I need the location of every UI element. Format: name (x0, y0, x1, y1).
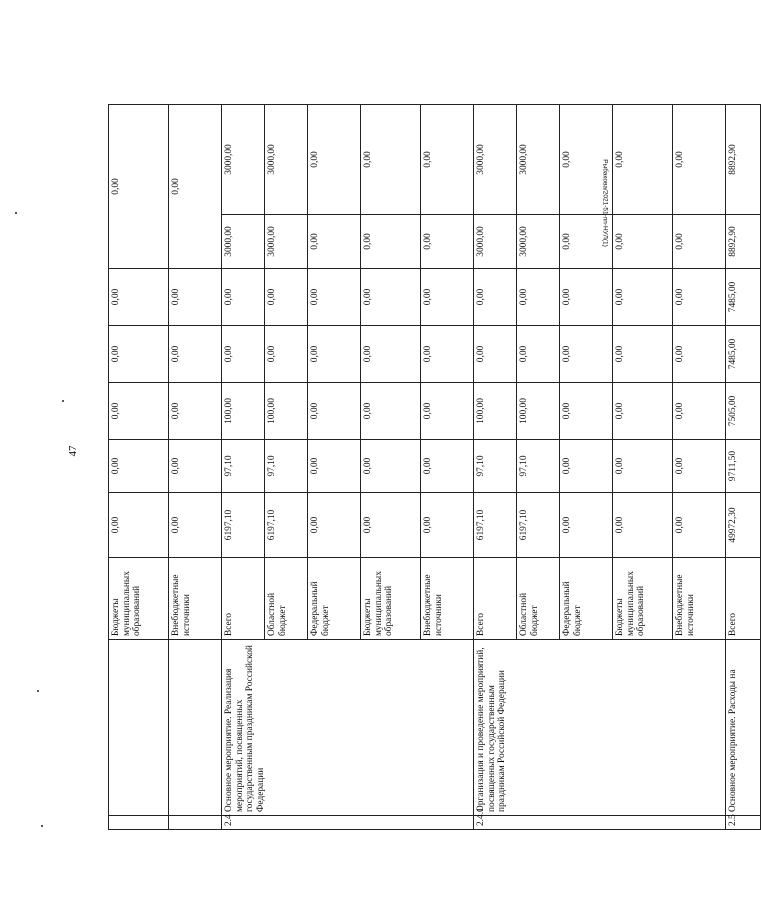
row-number-cell: 2.5 (726, 816, 761, 830)
value-year-cell: 0,00 (613, 440, 673, 493)
value-year-cell: 0,00 (613, 269, 673, 326)
value-year-cell: 0,00 (361, 326, 421, 383)
table-row (109, 105, 169, 830)
funding-source-cell: Всего (726, 558, 761, 640)
value-year-cell: 0,00 (673, 440, 726, 493)
value-year-cell: 0,00 (109, 269, 169, 326)
scan-speck (15, 212, 17, 214)
funding-source-cell: Бюджеты муниципальных образований (361, 558, 421, 640)
event-name-cell: Организация и проведение мероприятий, посвященных государственным праздникам Российской Федерации (474, 640, 726, 816)
value-year-cell: 0,00 (222, 269, 265, 326)
row-number-cell: 2.4.1 (474, 816, 726, 830)
event-name-cell: Основное мероприятие. Расходы на (726, 640, 761, 816)
value-year-cell: 0,00 (673, 383, 726, 440)
value-year-cell: 0,00 (613, 383, 673, 440)
value-year-cell: 7485,00 (726, 326, 761, 383)
value-year-cell: 8892,90 (726, 105, 761, 215)
value-year-cell: 100,00 (265, 383, 308, 440)
value-year-cell: 0,00 (517, 269, 560, 326)
value-year-cell: 0,00 (361, 383, 421, 440)
value-year-cell: 0,00 (560, 269, 613, 326)
value-year-cell: 0,00 (265, 326, 308, 383)
value-year-cell: 0,00 (421, 383, 474, 440)
page-number: 47 (67, 445, 79, 457)
value-year-cell: 7485,00 (726, 269, 761, 326)
value-year-cell: 0,00 (421, 215, 474, 269)
value-year-cell: 97,10 (517, 440, 560, 493)
value-year-cell: 0,00 (673, 215, 726, 269)
value-year-cell: 0,00 (265, 269, 308, 326)
value-year-cell: 9711,50 (726, 440, 761, 493)
value-year-cell: 3000,00 (474, 105, 517, 215)
value-year-cell: 0,00 (308, 269, 361, 326)
value-year-cell: 8892,90 (726, 215, 761, 269)
value-total-cell: 0,00 (673, 493, 726, 558)
value-year-cell: 97,10 (222, 440, 265, 493)
table-row (474, 105, 517, 830)
value-year-cell: 0,00 (673, 269, 726, 326)
value-total-cell: 6197,10 (222, 493, 265, 558)
table-row (169, 105, 222, 830)
event-name-cell (169, 640, 222, 816)
event-name-cell: Основное мероприятие. Реализация мероприятий, посвященных государственным праздникам Российской Федерации (222, 640, 474, 816)
funding-source-cell: Внебюджетные источники (169, 558, 222, 640)
value-total-cell: 6197,10 (517, 493, 560, 558)
value-year-cell: 0,00 (474, 326, 517, 383)
funding-source-cell: Внебюджетные источники (673, 558, 726, 640)
value-year-cell: 100,00 (517, 383, 560, 440)
value-year-cell: 0,00 (560, 215, 613, 269)
value-year-cell: 0,00 (109, 326, 169, 383)
value-year-cell: 0,00 (109, 105, 169, 269)
value-total-cell: 6197,10 (474, 493, 517, 558)
funding-source-cell: Областной бюджет (517, 558, 560, 640)
value-year-cell: 0,00 (308, 440, 361, 493)
value-year-cell: 0,00 (169, 440, 222, 493)
value-year-cell: 3000,00 (517, 105, 560, 215)
funding-source-cell: Федеральный бюджет (308, 558, 361, 640)
value-year-cell: 97,10 (265, 440, 308, 493)
value-year-cell: 0,00 (308, 383, 361, 440)
table-row (222, 105, 265, 830)
value-year-cell: 0,00 (361, 269, 421, 326)
value-year-cell: 3000,00 (265, 215, 308, 269)
value-year-cell: 0,00 (421, 105, 474, 215)
document-id-text: Рыбакова/2021-51-пп-НУЛ(1) (601, 159, 609, 247)
funding-source-cell: Внебюджетные источники (421, 558, 474, 640)
value-year-cell: 97,10 (474, 440, 517, 493)
funding-source-cell: Всего (222, 558, 265, 640)
value-year-cell: 0,00 (222, 326, 265, 383)
value-year-cell: 0,00 (560, 326, 613, 383)
value-year-cell: 100,00 (222, 383, 265, 440)
value-total-cell: 0,00 (361, 493, 421, 558)
value-total-cell: 0,00 (560, 493, 613, 558)
value-year-cell: 0,00 (169, 105, 222, 269)
table-row (726, 105, 761, 830)
value-year-cell: 3000,00 (222, 215, 265, 269)
value-year-cell: 0,00 (560, 440, 613, 493)
value-year-cell: 3000,00 (265, 105, 308, 215)
value-year-cell: 100,00 (474, 383, 517, 440)
value-year-cell: 3000,00 (474, 215, 517, 269)
value-total-cell: 0,00 (613, 493, 673, 558)
value-year-cell: 0,00 (109, 440, 169, 493)
value-year-cell: 0,00 (517, 326, 560, 383)
funding-source-cell: Бюджеты муниципальных образований (109, 558, 169, 640)
value-year-cell: 0,00 (474, 269, 517, 326)
value-year-cell: 0,00 (308, 326, 361, 383)
value-total-cell: 0,00 (308, 493, 361, 558)
value-year-cell: 3000,00 (517, 215, 560, 269)
funding-source-cell: Областной бюджет (265, 558, 308, 640)
value-year-cell: 0,00 (613, 215, 673, 269)
value-year-cell: 0,00 (169, 326, 222, 383)
value-year-cell: 0,00 (421, 326, 474, 383)
funding-source-cell: Всего (474, 558, 517, 640)
value-year-cell: 0,00 (613, 326, 673, 383)
value-year-cell: 7505,00 (726, 383, 761, 440)
value-year-cell: 0,00 (673, 105, 726, 215)
value-year-cell: 0,00 (421, 269, 474, 326)
row-number-cell (109, 816, 169, 830)
value-year-cell: 0,00 (361, 440, 421, 493)
value-year-cell: 0,00 (361, 105, 421, 215)
value-year-cell: 0,00 (308, 215, 361, 269)
value-year-cell: 0,00 (109, 383, 169, 440)
scan-speck (37, 690, 39, 692)
value-total-cell: 0,00 (421, 493, 474, 558)
financing-table (108, 104, 761, 830)
scan-speck (62, 400, 64, 402)
value-year-cell: 0,00 (613, 105, 673, 215)
value-year-cell: 0,00 (421, 440, 474, 493)
value-total-cell: 0,00 (169, 493, 222, 558)
value-year-cell: 0,00 (361, 215, 421, 269)
value-year-cell: 0,00 (169, 269, 222, 326)
value-year-cell: 0,00 (673, 326, 726, 383)
value-total-cell: 6197,10 (265, 493, 308, 558)
value-year-cell: 0,00 (560, 105, 613, 215)
funding-source-cell: Бюджеты муниципальных образований (613, 558, 673, 640)
scan-speck (41, 825, 43, 827)
row-number-cell: 2.4 (222, 816, 474, 830)
event-name-cell (109, 640, 169, 816)
funding-source-cell: Федеральный бюджет (560, 558, 613, 640)
value-total-cell: 49972,30 (726, 493, 761, 558)
value-year-cell: 0,00 (308, 105, 361, 215)
value-year-cell: 0,00 (169, 383, 222, 440)
value-total-cell: 0,00 (109, 493, 169, 558)
row-number-cell (169, 816, 222, 830)
value-year-cell: 0,00 (560, 383, 613, 440)
value-year-cell: 3000,00 (222, 105, 265, 215)
